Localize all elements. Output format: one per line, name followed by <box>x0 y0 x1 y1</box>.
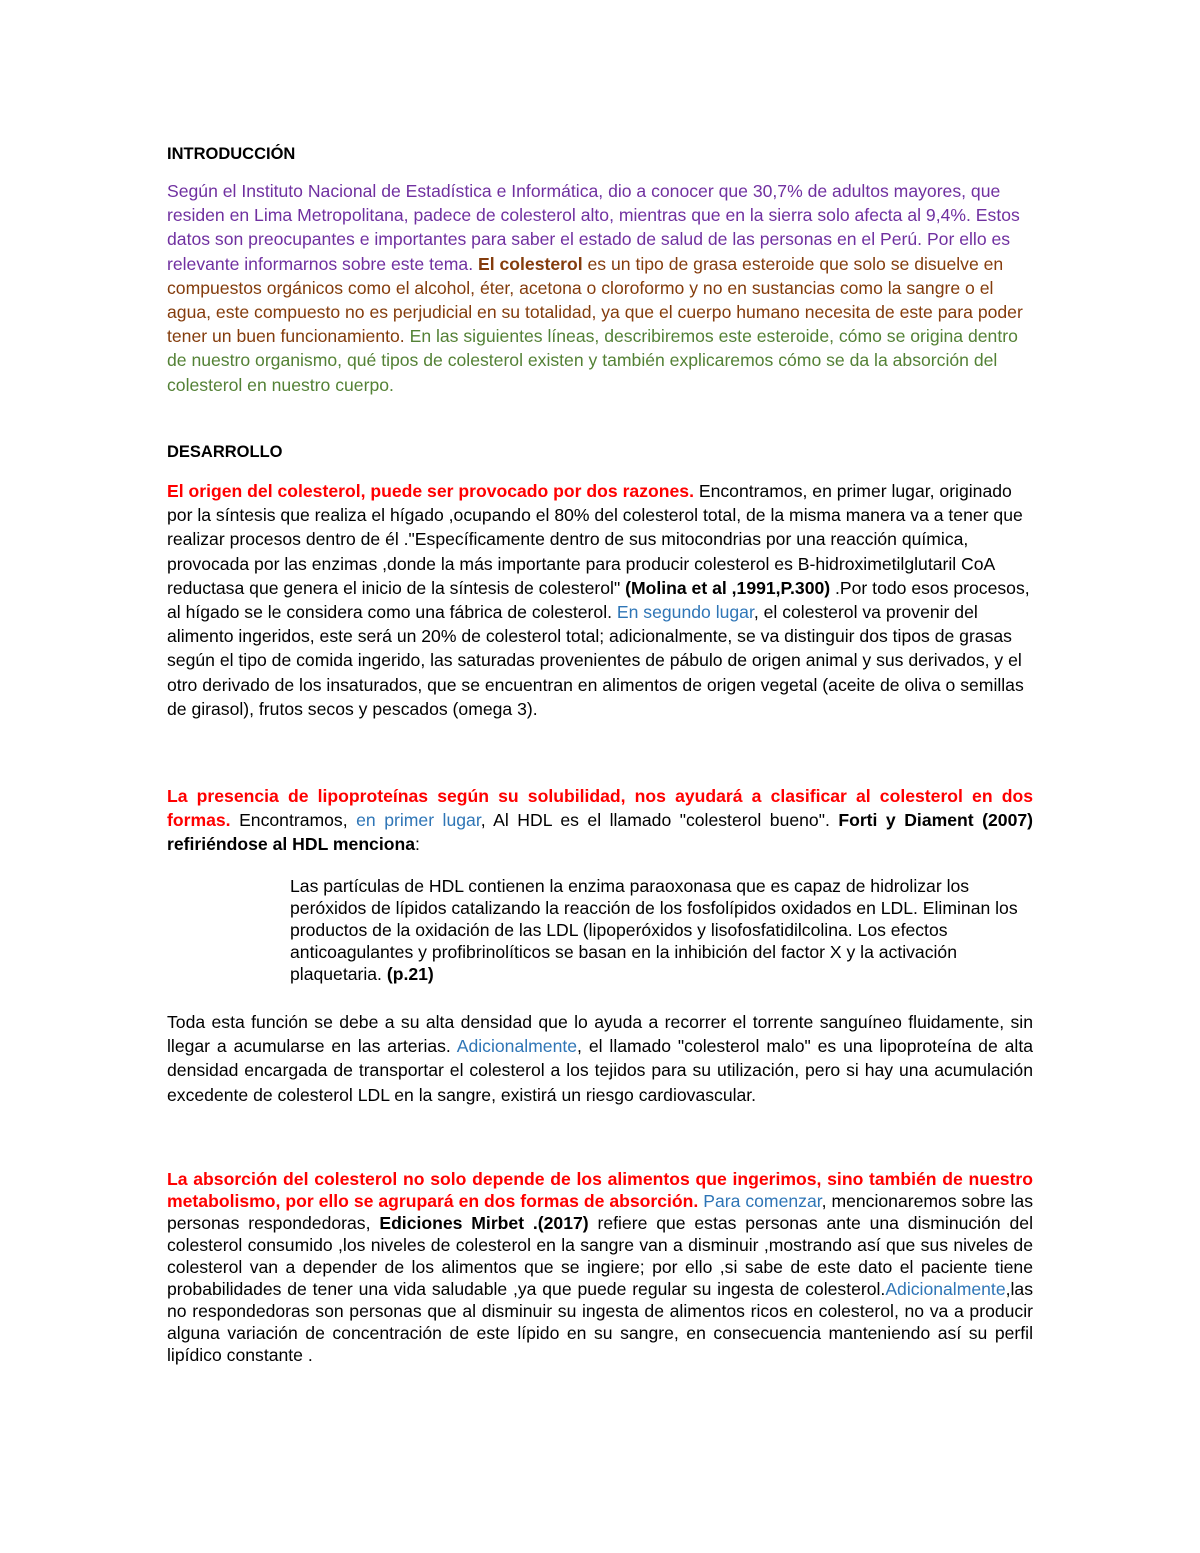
desarrollo-paragraph-4 <box>167 1168 1033 1366</box>
intro-text-purple: Según el Instituto Nacional de Estadística e Informática, dio a conocer que 30,7% de adultos mayores, que residen en Lima Metropolitana, padece de colesterol alto, mientras que en la sierra solo afecta al 9,4%. Estos datos son preocupantes e importantes para saber el estado de salud de las personas en el Perú. Por ello es relevante informarnos sobre este tema. <box>167 181 1020 274</box>
quote-citation: (p.21) <box>386 964 434 984</box>
p1-blue-connector: En segundo lugar <box>616 602 754 623</box>
intro-heading: INTRODUCCIÓN <box>167 145 296 163</box>
intro-text-brown: es un tipo de grasa esteroide que solo se disuelve en compuestos orgánicos como el alcohol, éter, acetona o cloroformo y no en sustancias como la sangre o el agua, este compuesto no es perjudicial en su totalidad, ya que el cuerpo humano necesita de este para poder tener un buen funcionamiento. <box>167 253 1023 347</box>
p4-text-a: , mencionaremos sobre las personas respondedoras, <box>167 1191 1033 1233</box>
p4-blue-connector-2: Adicionalmente <box>885 1279 1006 1299</box>
desarrollo-paragraph-3 <box>167 1010 1033 1107</box>
p4-citation: Ediciones Mirbet .(2017) <box>379 1213 589 1233</box>
desarrollo-paragraph-2 <box>167 784 1033 857</box>
quote-text: Las partículas de HDL contienen la enzima paraoxonasa que es capaz de hidrolizar los peróxidos de lípidos catalizando la reacción de los fosfolípidos oxidados en LDL. Eliminan los productos de la oxidación de las LDL (lipoperóxidos y lisofosfatidilcolina. Los efectos anticoagulantes y profibrinolíticos se basan en la inhibición del factor X y la activación plaquetaria. <box>290 876 1018 984</box>
p4-blue-connector-1: Para comenzar <box>698 1191 822 1211</box>
intro-text-green: En las siguientes líneas, describiremos este esteroide, cómo se origina dentro de nuestro organismo, qué tipos de colesterol existen y también explicaremos cómo se da la absorción del colesterol en nuestro cuerpo. <box>167 326 1018 395</box>
p3-text-b: , el llamado "colesterol malo" es una lipoproteína de alta densidad encargada de transportar el colesterol a los tejidos para su utilización, pero si hay una acumulación excedente de colesterol LDL en la sangre, existirá un riesgo cardiovascular. <box>167 1036 1033 1105</box>
p2-red-lead: La presencia de lipoproteínas según su solubilidad, nos ayudará a clasificar al colesterol en dos formas. <box>167 786 1033 831</box>
p1-citation: (Molina et al ,1991,P.300) <box>625 577 831 598</box>
p1-text-a: Encontramos, en primer lugar, originado por la síntesis que realiza el hígado ,ocupando el 80% del colesterol total, de la misma manera va a tener que realizar procesos dentro de él ."Específicamente dentro de sus mitocondrias por una reacción química, provocada por las enzimas ,donde la más importante para producir colesterol es B-hidroximetilglutaril CoA reductasa que genera el inicio de la síntesis de colesterol" <box>167 481 1023 598</box>
p2-citation: Forti y Diament (2007) refiriéndose al HDL menciona <box>167 810 1033 855</box>
p1-text-b: .Por todo esos procesos, al hígado se le considera como una fábrica de colesterol. <box>167 577 1030 623</box>
p1-text-c: , el colesterol va provenir del alimento ingeridos, este será un 20% de colesterol total; adicionalmente, se va distinguir dos tipos de grasas según el tipo de comida ingerido, las saturadas provenientes de pábulo de origen animal y sus derivados, y el otro derivado de los insaturados, que se encuentran en alimentos de origen vegetal (aceite de oliva o semillas de girasol), frutos secos y pescados (omega 3). <box>167 602 1024 719</box>
p2-text-a: Encontramos, <box>230 810 357 831</box>
p4-text-c: ,las no respondedoras son personas que al disminuir su ingesta de alimentos ricos en colesterol, no va a producir alguna variación de concentración de este lípido en su sangre, en consecuencia manteniendo así su perfil lipídico constante . <box>167 1279 1033 1365</box>
block-quote <box>290 875 1033 985</box>
p2-text-b: , Al HDL es el llamado "colesterol bueno". <box>480 810 839 831</box>
desarrollo-paragraph-1 <box>167 479 1033 721</box>
p4-text-b: refiere que estas personas ante una disminución del colesterol consumido ,los niveles de colesterol en la sangre van a disminuir ,mostrando así que sus niveles de colesterol van a depender de los alimentos que se ingiere; por ello ,si sabe de este dato el paciente tiene probabilidades de tener una vida saludable ,ya que puede regular su ingesta de colesterol. <box>167 1213 1034 1299</box>
desarrollo-heading: DESARROLLO <box>167 443 283 461</box>
p3-blue-connector: Adicionalmente <box>456 1036 578 1057</box>
p1-red-lead: El origen del colesterol, puede ser provocado por dos razones. <box>167 481 694 501</box>
p4-red-lead: La absorción del colesterol no solo depende de los alimentos que ingerimos, sino también de nuestro metabolismo, por ello se agrupará en dos formas de absorción. <box>167 1169 1033 1211</box>
intro-text-brown-bold: El colesterol <box>477 253 583 274</box>
p3-text-a: Toda esta función se debe a su alta densidad que lo ayuda a recorrer el torrente sanguíneo fluidamente, sin llegar a acumularse en las arterias. <box>167 1012 1033 1057</box>
p2-blue-connector: en primer lugar <box>356 810 481 831</box>
p2-text-c: : <box>415 834 420 855</box>
intro-paragraph <box>167 179 1033 397</box>
